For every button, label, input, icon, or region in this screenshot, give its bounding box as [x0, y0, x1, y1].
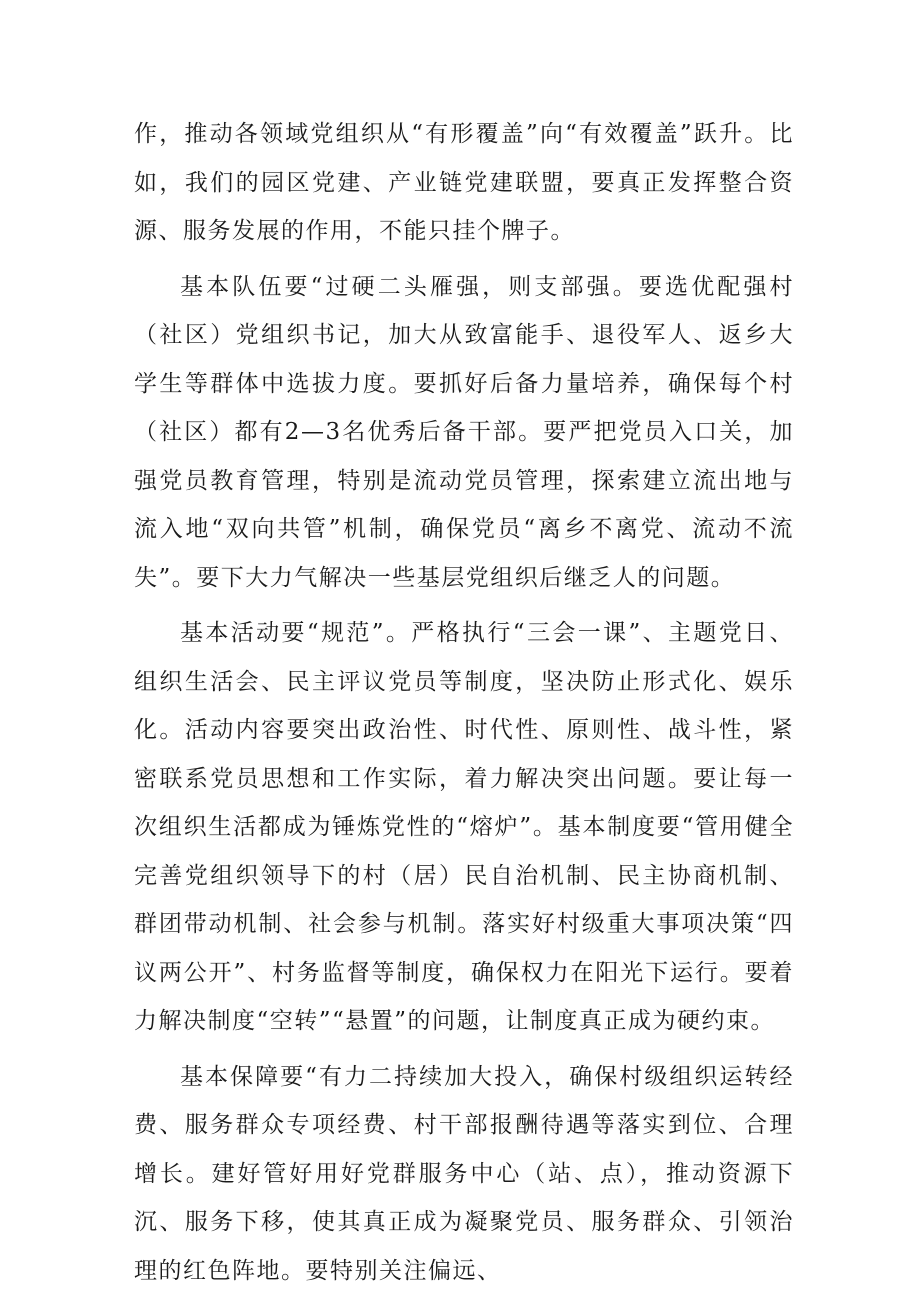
document-body: [134, 110, 794, 1302]
paragraph-basic-team: 基本队伍要“过硬二头雁强，则支部强。要选优配强村（社区）党组织书记，加大从致富能手、退役军人、返乡大学生等群体中选拔力度。要抓好后备力量培养，确保每个村（社区）都有2—3名优秀后备干部。要严把党员入口关，加强党员教育管理，特别是流动党员管理，探索建立流出地与流入地“双向共管”机制，确保党员“离乡不离党、流动不流失”。要下大力气解决一些基层党组织后继乏人的问题。: [134, 273, 794, 591]
paragraph-basic-guarantee: 基本保障要“有力二持续加大投入，确保村级组织运转经费、服务群众专项经费、村干部报酬待遇等落实到位、合理增长。建好管好用好党群服务中心（站、点），推动资源下沉、服务下移，使其真正成为凝聚党员、服务群众、引领治理的红色阵地。要特别关注偏远、: [134, 1063, 794, 1284]
paragraph-continuation: 作，推动各领域党组织从“有形覆盖”向“有效覆盖”跃升。比如，我们的园区党建、产业链党建联盟，要真正发挥整合资源、服务发展的作用，不能只挂个牌子。: [134, 121, 794, 244]
paragraph-basic-activities: 基本活动要“规范”。严格执行“三会一课”、主题党日、组织生活会、民主评议党员等制度，坚决防止形式化、娱乐化。活动内容要突出政治性、时代性、原则性、战斗性，紧密联系党员思想和工作实际，着力解决突出问题。要让每一次组织生活都成为锤炼党性的“熔炉”。基本制度要“管用健全完善党组织领导下的村（居）民自治机制、民主协商机制、群团带动机制、社会参与机制。落实好村级重大事项决策“四议两公开”、村务监督等制度，确保权力在阳光下运行。要着力解决制度“空转”“悬置”的问题，让制度真正成为硬约束。: [134, 620, 794, 1034]
